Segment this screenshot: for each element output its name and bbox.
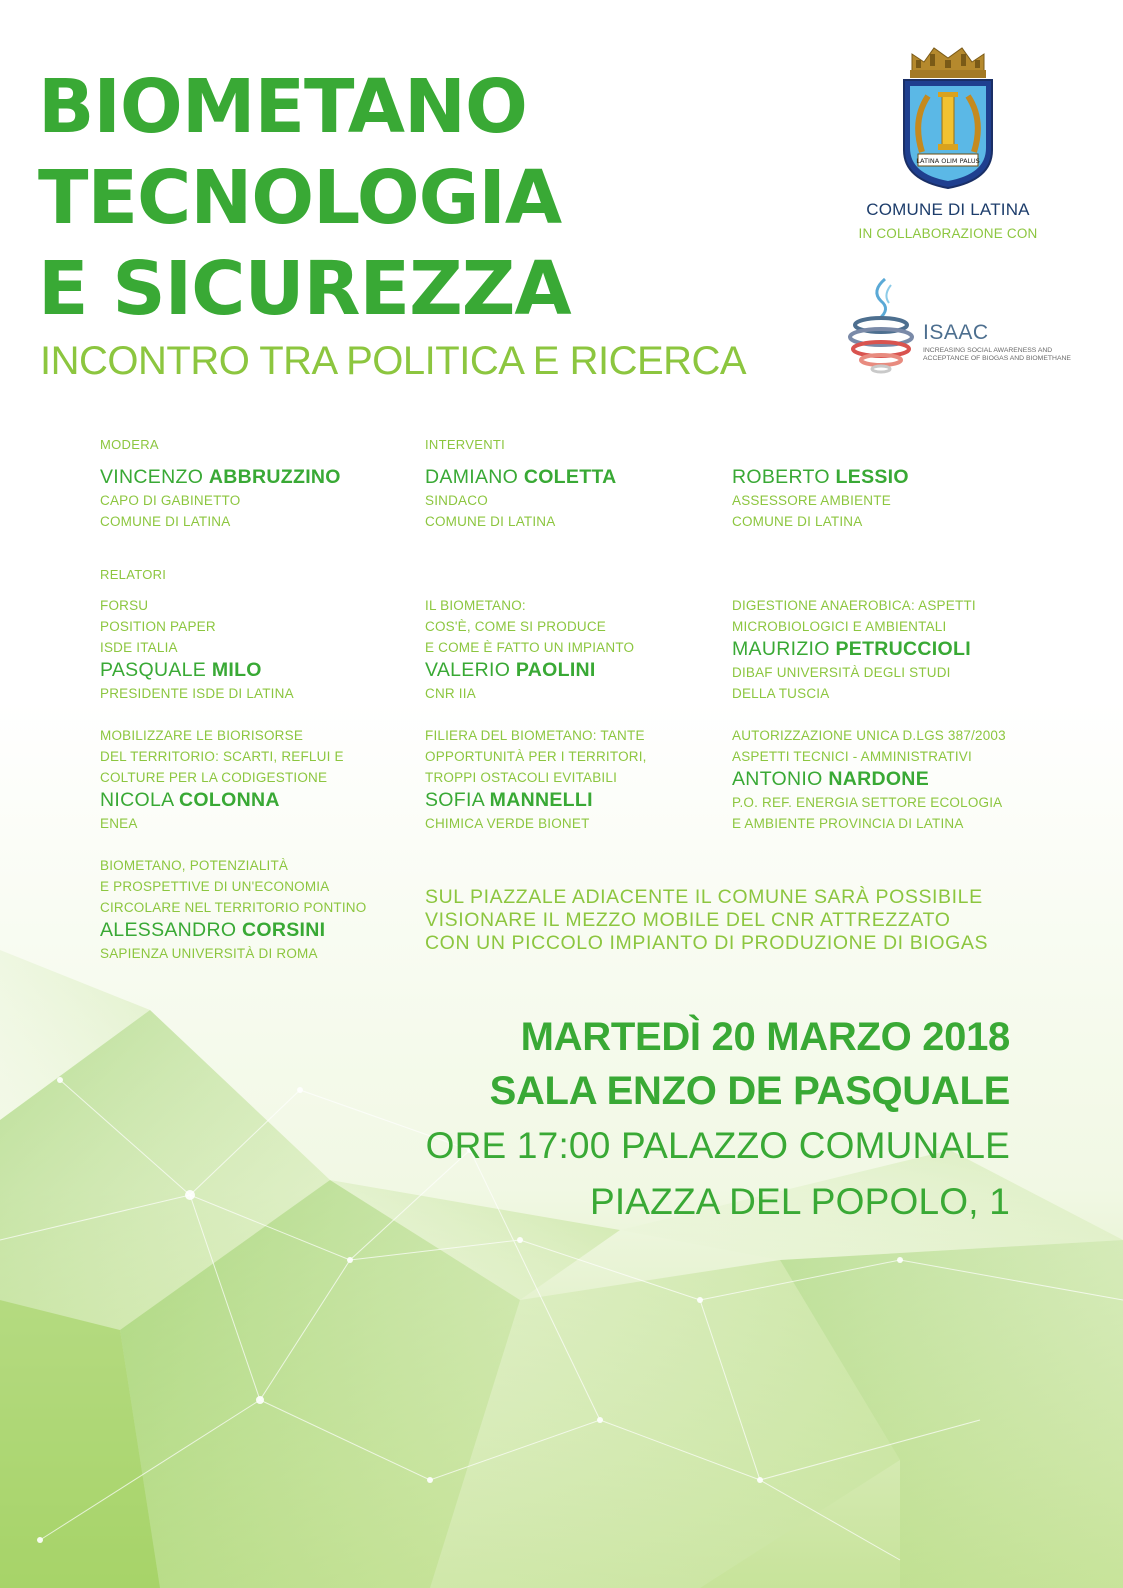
label-modera: MODERA	[100, 437, 159, 452]
speaker-colonna	[100, 725, 430, 834]
talk-topic: DEL TERRITORIO: SCARTI, REFLUI E	[100, 749, 344, 764]
speaker-petruccioli	[732, 595, 1062, 704]
speaker-name: ROBERTO LESSIO	[732, 466, 909, 488]
speaker-nardone	[732, 725, 1062, 834]
main-title	[38, 62, 571, 335]
label-relatori: RELATORI	[100, 567, 167, 582]
speaker-affiliation: P.O. REF. ENERGIA SETTORE ECOLOGIA	[732, 795, 1003, 810]
talk-topic: AUTORIZZAZIONE UNICA D.LGS 387/2003	[732, 728, 1006, 743]
partner-name: ISAAC	[923, 321, 989, 344]
speaker-milo	[100, 595, 430, 704]
moderator-org: COMUNE DI LATINA	[100, 514, 231, 529]
speaker-affiliation: CHIMICA VERDE BIONET	[425, 816, 590, 831]
speaker-org: COMUNE DI LATINA	[425, 514, 556, 529]
speaker-affiliation: CNR IIA	[425, 686, 476, 701]
label-interventi: INTERVENTI	[425, 437, 506, 452]
speaker-name: MAURIZIO PETRUCCIOLI	[732, 638, 971, 660]
talk-topic: E PROSPETTIVE DI UN'ECONOMIA	[100, 879, 330, 894]
title-line-3: E SICUREZZA	[38, 246, 571, 332]
city-crest-icon	[898, 40, 998, 190]
moderator	[100, 465, 430, 532]
isaac-logo	[845, 275, 1071, 385]
talk-topic: MOBILIZZARE LE BIORISORSE	[100, 728, 304, 743]
talk-topic: POSITION PAPER	[100, 619, 216, 634]
organizer-block	[830, 40, 1066, 241]
event-date: MARTEDÌ 20 MARZO 2018	[520, 1015, 1010, 1059]
notice-line: CON UN PICCOLO IMPIANTO DI PRODUZIONE DI BIOGAS	[425, 932, 989, 954]
talk-topic: OPPORTUNITÀ PER I TERRITORI,	[425, 749, 647, 764]
event-details	[426, 1010, 1010, 1230]
isaac-globe-icon	[845, 275, 921, 375]
speaker-affiliation: DIBAF UNIVERSITÀ DEGLI STUDI	[732, 665, 951, 680]
talk-topic: CIRCOLARE NEL TERRITORIO PONTINO	[100, 900, 367, 915]
title-line-1: BIOMETANO	[38, 64, 527, 150]
talk-topic: TROPPI OSTACOLI EVITABILI	[425, 770, 618, 785]
speaker-name: ANTONIO NARDONE	[732, 768, 929, 790]
collaboration-label: IN COLLABORAZIONE CON	[858, 226, 1038, 241]
talk-topic: BIOMETANO, POTENZIALITÀ	[100, 858, 289, 873]
speaker-mannelli	[425, 725, 755, 834]
notice-line: SUL PIAZZALE ADIACENTE IL COMUNE SARÀ POSSIBILE	[425, 886, 983, 908]
speaker-name: DAMIANO COLETTA	[425, 466, 617, 488]
speaker-affiliation: ENEA	[100, 816, 138, 831]
event-time-place: ORE 17:00 PALAZZO COMUNALE	[425, 1125, 1010, 1166]
intervention-coletta	[425, 465, 755, 532]
speaker-affiliation: E AMBIENTE PROVINCIA DI LATINA	[732, 816, 964, 831]
title-line-2: TECNOLOGIA	[38, 155, 562, 241]
organizer-name: COMUNE DI LATINA	[866, 200, 1030, 219]
talk-topic: COS'È, COME SI PRODUCE	[425, 619, 607, 634]
speaker-name: NICOLA COLONNA	[100, 789, 280, 811]
speaker-paolini	[425, 595, 755, 704]
talk-topic: IL BIOMETANO:	[425, 598, 526, 613]
talk-topic: DIGESTIONE ANAEROBICA: ASPETTI	[732, 598, 976, 613]
moderator-name: VINCENZO ABBRUZZINO	[100, 466, 341, 488]
mobile-lab-notice	[425, 886, 988, 955]
notice-line: VISIONARE IL MEZZO MOBILE DEL CNR ATTREZZATO	[425, 909, 951, 931]
talk-topic: MICROBIOLOGICI E AMBIENTALI	[732, 619, 947, 634]
speaker-role: ASSESSORE AMBIENTE	[732, 493, 891, 508]
moderator-role: CAPO DI GABINETTO	[100, 493, 241, 508]
intervention-lessio	[732, 465, 1062, 532]
event-address: PIAZZA DEL POPOLO, 1	[589, 1181, 1010, 1222]
talk-topic: ASPETTI TECNICI - AMMINISTRATIVI	[732, 749, 972, 764]
talk-topic: COLTURE PER LA CODIGESTIONE	[100, 770, 328, 785]
talk-topic: ISDE ITALIA	[100, 640, 178, 655]
subtitle: INCONTRO TRA POLITICA E RICERCA	[40, 339, 747, 383]
speaker-role: SINDACO	[425, 493, 488, 508]
speaker-name: VALERIO PAOLINI	[425, 659, 596, 681]
talk-topic: FORSU	[100, 598, 149, 613]
speaker-name: SOFIA MANNELLI	[425, 789, 593, 811]
speaker-name: PASQUALE MILO	[100, 659, 262, 681]
talk-topic: E COME È FATTO UN IMPIANTO	[425, 640, 635, 655]
crest-motto: LATINA OLIM PALUS	[916, 157, 980, 165]
speaker-org: COMUNE DI LATINA	[732, 514, 863, 529]
talk-topic: FILIERA DEL BIOMETANO: TANTE	[425, 728, 645, 743]
speaker-affiliation: PRESIDENTE ISDE DI LATINA	[100, 686, 294, 701]
event-room: SALA ENZO DE PASQUALE	[489, 1069, 1010, 1113]
speaker-affiliation: SAPIENZA UNIVERSITÀ DI ROMA	[100, 946, 318, 961]
speaker-affiliation: DELLA TUSCIA	[732, 686, 830, 701]
partner-tagline: INCREASING SOCIAL AWARENESS AND ACCEPTANCE OF BIOGAS AND BIOMETHANE	[923, 347, 1071, 362]
speaker-corsini	[100, 855, 430, 964]
speaker-name: ALESSANDRO CORSINI	[100, 919, 326, 941]
